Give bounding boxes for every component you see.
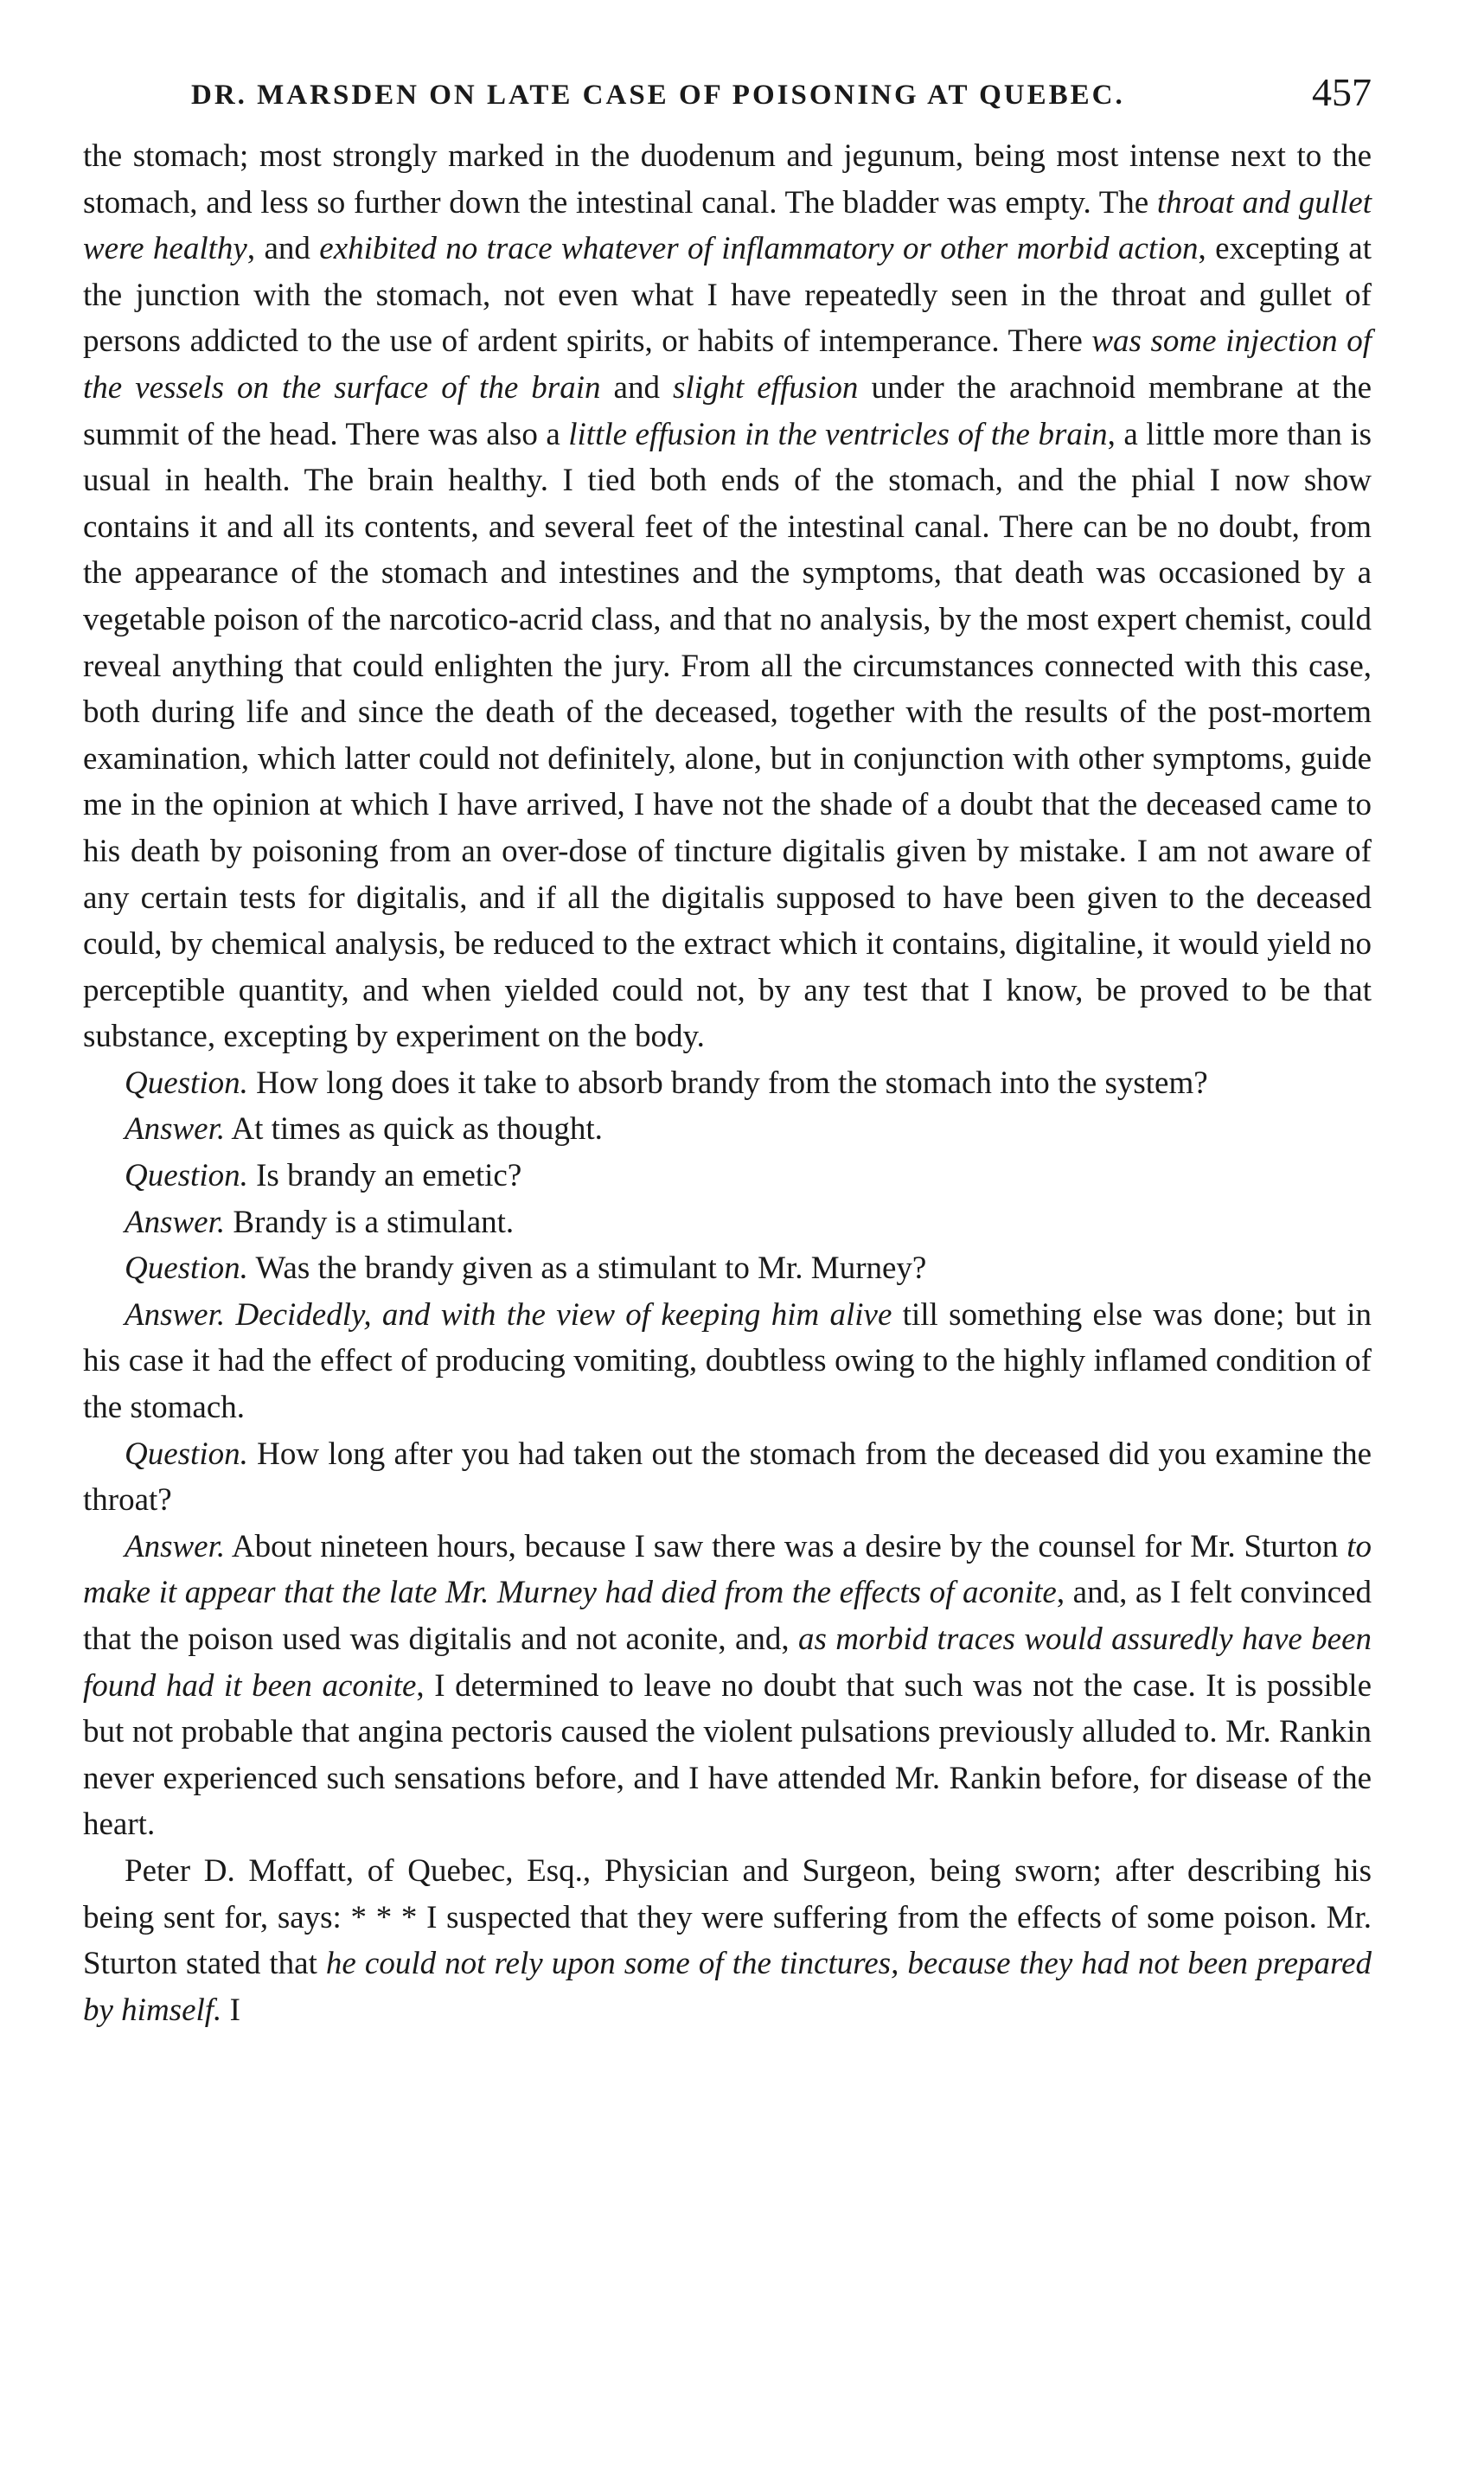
text-run: , and bbox=[246, 231, 320, 267]
question-text: How long does it take to absorb brandy from the stomach into the system? bbox=[247, 1065, 1208, 1101]
question-1 bbox=[83, 1060, 1372, 1107]
question-label: Question. bbox=[125, 1250, 248, 1287]
italic-run: to make it appear that the late Mr. Murney had died from the effects of aconite bbox=[83, 1528, 1372, 1611]
question-text: How long after you had taken out the stomach from the deceased did you examine the throat? bbox=[83, 1436, 1372, 1519]
question-3 bbox=[83, 1245, 1372, 1292]
italic-run: Decidedly, and with the view of keeping him alive bbox=[225, 1296, 892, 1333]
question-label: Question. bbox=[125, 1158, 248, 1194]
answer-2 bbox=[83, 1199, 1372, 1246]
italic-run: was some injection of the vessels on the surface of the brain bbox=[83, 323, 1372, 406]
text-run: Peter D. Moffatt, of Quebec, Esq., Physician and Surgeon, being sworn; after describing his being sent for, says: * * * I suspected that they were suffering from the effects of some poison. Mr. Sturton stated that bbox=[83, 1852, 1372, 1982]
italic-run: throat and gullet were healthy bbox=[83, 184, 1372, 267]
paragraph-testimony bbox=[83, 133, 1372, 1060]
answer-text: , and, as I felt convinced that the poison used was digitalis and not aconite, and, bbox=[83, 1575, 1372, 1657]
italic-run: exhibited no trace whatever of inflammatory or other morbid action bbox=[319, 231, 1199, 267]
answer-label: Answer. bbox=[125, 1296, 226, 1333]
paragraph-moffatt bbox=[83, 1848, 1372, 2033]
answer-text: About nineteen hours, because I saw there was a desire by the counsel for Mr. Sturton bbox=[225, 1528, 1347, 1564]
question-text: Was the brandy given as a stimulant to Mr. Murney? bbox=[247, 1250, 927, 1287]
italic-run: slight effusion bbox=[672, 369, 859, 406]
answer-text: Brandy is a stimulant. bbox=[225, 1204, 515, 1240]
answer-4 bbox=[83, 1524, 1372, 1848]
answer-label: Answer. bbox=[125, 1528, 226, 1564]
text-run: the stomach; most strongly marked in the duodenum and jegunum, being most intense next to the stomach, and less so further down the intestinal canal. The bladder was empty. The bbox=[83, 138, 1372, 221]
question-label: Question. bbox=[125, 1065, 248, 1101]
page-number: 457 bbox=[1312, 70, 1372, 114]
italic-run: little effusion in the ventricles of the brain bbox=[568, 416, 1108, 452]
text-run: , excepting at the junction with the stomach, not even what I have repeatedly seen in the throat and gullet of persons addicted to the use of ardent spirits, or habits of intemperance. There bbox=[83, 231, 1372, 360]
question-label: Question. bbox=[125, 1436, 248, 1472]
question-4 bbox=[83, 1431, 1372, 1524]
running-head: DR. MARSDEN ON LATE CASE OF POISONING AT QUEBEC. bbox=[191, 80, 1125, 111]
body-text bbox=[83, 133, 1372, 2033]
text-run: under the arachnoid membrane at the summit of the head. There was also a bbox=[83, 369, 1372, 452]
answer-text: , I determined to leave no doubt that such was not the case. It is possible but not probable that angina pectoris caused the violent pulsations previously alluded to. Mr. Rankin never experienced such sensations before, and I have attended Mr. Rankin before, for disease of the heart. bbox=[83, 1667, 1372, 1843]
answer-label: Answer. bbox=[125, 1111, 226, 1148]
question-2 bbox=[83, 1153, 1372, 1199]
answer-3 bbox=[83, 1292, 1372, 1431]
answer-text: till something else was done; but in his case it had the effect of producing vomiting, doubtless owing to the highly inflamed condition of the stomach. bbox=[83, 1296, 1372, 1426]
question-text: Is brandy an emetic? bbox=[247, 1158, 522, 1194]
answer-text: At times as quick as thought. bbox=[225, 1111, 603, 1148]
answer-label: Answer. bbox=[125, 1204, 226, 1240]
italic-run: as morbid traces would assuredly have been found had it been aconite bbox=[83, 1621, 1372, 1704]
text-run: I bbox=[221, 1992, 240, 2028]
text-run: , a little more than is usual in health. The brain healthy. I tied both ends of the stomach, and the phial I now show contains it and all its contents, and several feet of the intestinal canal. There can be no doubt, from the appearance of the stomach and intestines and the symptoms, that death was occasioned by a vegetable poison of the narcotico-acrid class, and that no analysis, by the most expert chemist, could reveal anything that could enlighten the jury. From all the circumstances connected with this case, both during life and since the death of the deceased, together with the results of the post-mortem examination, which latter could not definitely, alone, but in conjunction with other symptoms, guide me in the opinion at which I have arrived, I have not the shade of a doubt that the deceased came to his death by poisoning from an over-dose of tincture digitalis given by mistake. I am not aware of any certain tests for digitalis, and if all the digitalis supposed to have been given to the deceased could, by chemical analysis, be reduced to the extract which it contains, digitaline, it would yield no perceptible quantity, and when yielded could not, by any test that I know, be proved to be that substance, excepting by experiment on the body. bbox=[83, 416, 1372, 1055]
page-header bbox=[83, 69, 1372, 121]
text-run: and bbox=[600, 369, 673, 406]
answer-1 bbox=[83, 1106, 1372, 1153]
italic-run: he could not rely upon some of the tinctures, because they had not been prepared by himself. bbox=[83, 1946, 1372, 2028]
